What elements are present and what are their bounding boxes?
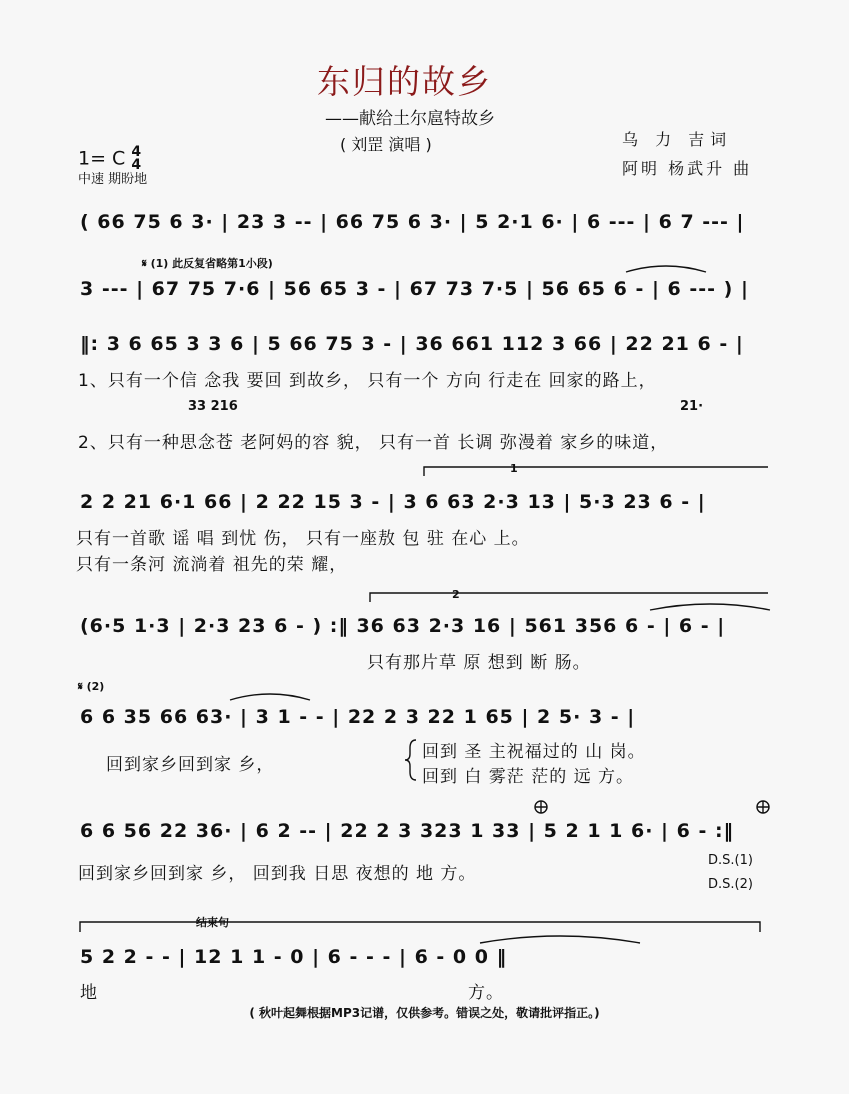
lyricist-credit: 乌 力 吉词 <box>622 130 733 149</box>
volta-1-bracket <box>424 467 768 476</box>
footer-note: ( 秋叶起舞根据MP3记谱，仅供参考。错误之处，敬请批评指正。) <box>249 1006 600 1020</box>
variant-notes-2: 21· <box>680 399 704 414</box>
coda-sign-1 <box>535 801 547 813</box>
lyric-verse2-a: 2、只有一种思念苍 老阿妈的容 貌， 只有一首 长调 弥漫着 家乡的味道， <box>78 433 669 453</box>
score-row-4: 2 2 21 6·1 66 | 2 22 15 3 - | 3 6 63 2·3 13 | 5·3 23 6 - | <box>80 491 706 513</box>
lyric-line8-b: 方。 <box>468 983 504 1003</box>
ds-1: D.S.(1) <box>708 853 753 868</box>
slur-3 <box>650 604 770 610</box>
lyric-verse1-a: 1、只有一个信 念我 要回 到故乡， 只有一个 方向 行走在 回家的路上， <box>78 371 657 391</box>
slur-4 <box>480 936 640 943</box>
score-row-6: 6 6 35 66 63· | 3 1 - - | 22 2 3 22 1 65 | 2 5· 3 - | <box>80 706 636 728</box>
tempo-marking: 中速 期盼地 <box>78 172 148 187</box>
lyric-brace <box>405 740 416 780</box>
ending-label: 结束句 <box>196 916 229 929</box>
singer-credit: ( 刘罡 演唱 ) <box>340 135 432 154</box>
time-den: 4 <box>131 157 142 173</box>
lyric-verse1-b: 只有一首歌 谣 唱 到忧 伤， 只有一座敖 包 驻 在心 上。 <box>76 529 530 549</box>
lyric-line5: 只有那片草 原 想到 断 肠。 <box>367 653 591 673</box>
lyric-line8-a: 地 <box>80 983 98 1003</box>
coda-sign-2 <box>757 801 769 813</box>
volta-2-label: 2 <box>452 588 460 601</box>
score-row-8: 5 2 2 - - | 12 1 1 - 0 | 6 - - - | 6 - 0 0 ‖ <box>80 946 508 968</box>
volta-2-bracket <box>370 593 768 602</box>
segno-text-1: (1) 此反复省略第1小段) <box>150 257 273 270</box>
composer-credit: 阿明 杨武升 曲 <box>622 159 753 178</box>
variant-notes-1: 33 216 <box>188 399 238 414</box>
lyric-line6-c: 回到 白 雾茫 茫的 远 方。 <box>422 767 635 787</box>
score-row-7: 6 6 56 22 36· | 6 2 -- | 22 2 3 323 1 33 | 5 2 1 1 6· | 6 - :‖ <box>80 820 735 842</box>
lyric-verse2-b: 只有一条河 流淌着 祖先的荣 耀， <box>76 555 348 575</box>
song-title: 东归的故乡 <box>317 62 492 101</box>
slur-2 <box>626 266 706 272</box>
segno-note-2: 𝄋 (2) <box>78 680 105 693</box>
volta-1-label: 1 <box>510 462 518 475</box>
ending-bracket <box>80 922 760 932</box>
time-num: 4 <box>131 144 142 160</box>
score-row-5: (6·5 1·3 | 2·3 23 6 - ) :‖ 36 63 2·3 16 | 561 356 6 - | 6 - | <box>80 615 726 637</box>
score-row-2: 3 --- | 67 75 7·6 | 56 65 3 - | 67 73 7·5 | 56 65 6 - | 6 --- ) | <box>80 278 749 300</box>
ds-2: D.S.(2) <box>708 877 753 892</box>
lyric-line6-a: 回到家乡回到家 乡， <box>106 755 275 775</box>
score-row-3: ‖: 3 6 65 3 3 6 | 5 66 75 3 - | 36 661 112 3 66 | 22 21 6 - | <box>80 333 744 355</box>
score-row-1: ( 66 75 6 3· | 23 3 -- | 66 75 6 3· | 5 2·1 6· | 6 --- | 6 7 --- | <box>80 211 745 233</box>
segno-note-1: 𝄋 (1) 此反复省略第1小段) <box>142 257 273 270</box>
key-label: 1= C <box>78 147 126 170</box>
lyric-line6-b: 回到 圣 主祝福过的 山 岗。 <box>422 742 646 762</box>
lyric-line7: 回到家乡回到家 乡， 回到我 日思 夜想的 地 方。 <box>78 864 477 884</box>
slur-1 <box>230 694 310 700</box>
segno-text-2: (2) <box>86 680 105 693</box>
song-subtitle: ——献给土尔扈特故乡 <box>325 109 495 129</box>
